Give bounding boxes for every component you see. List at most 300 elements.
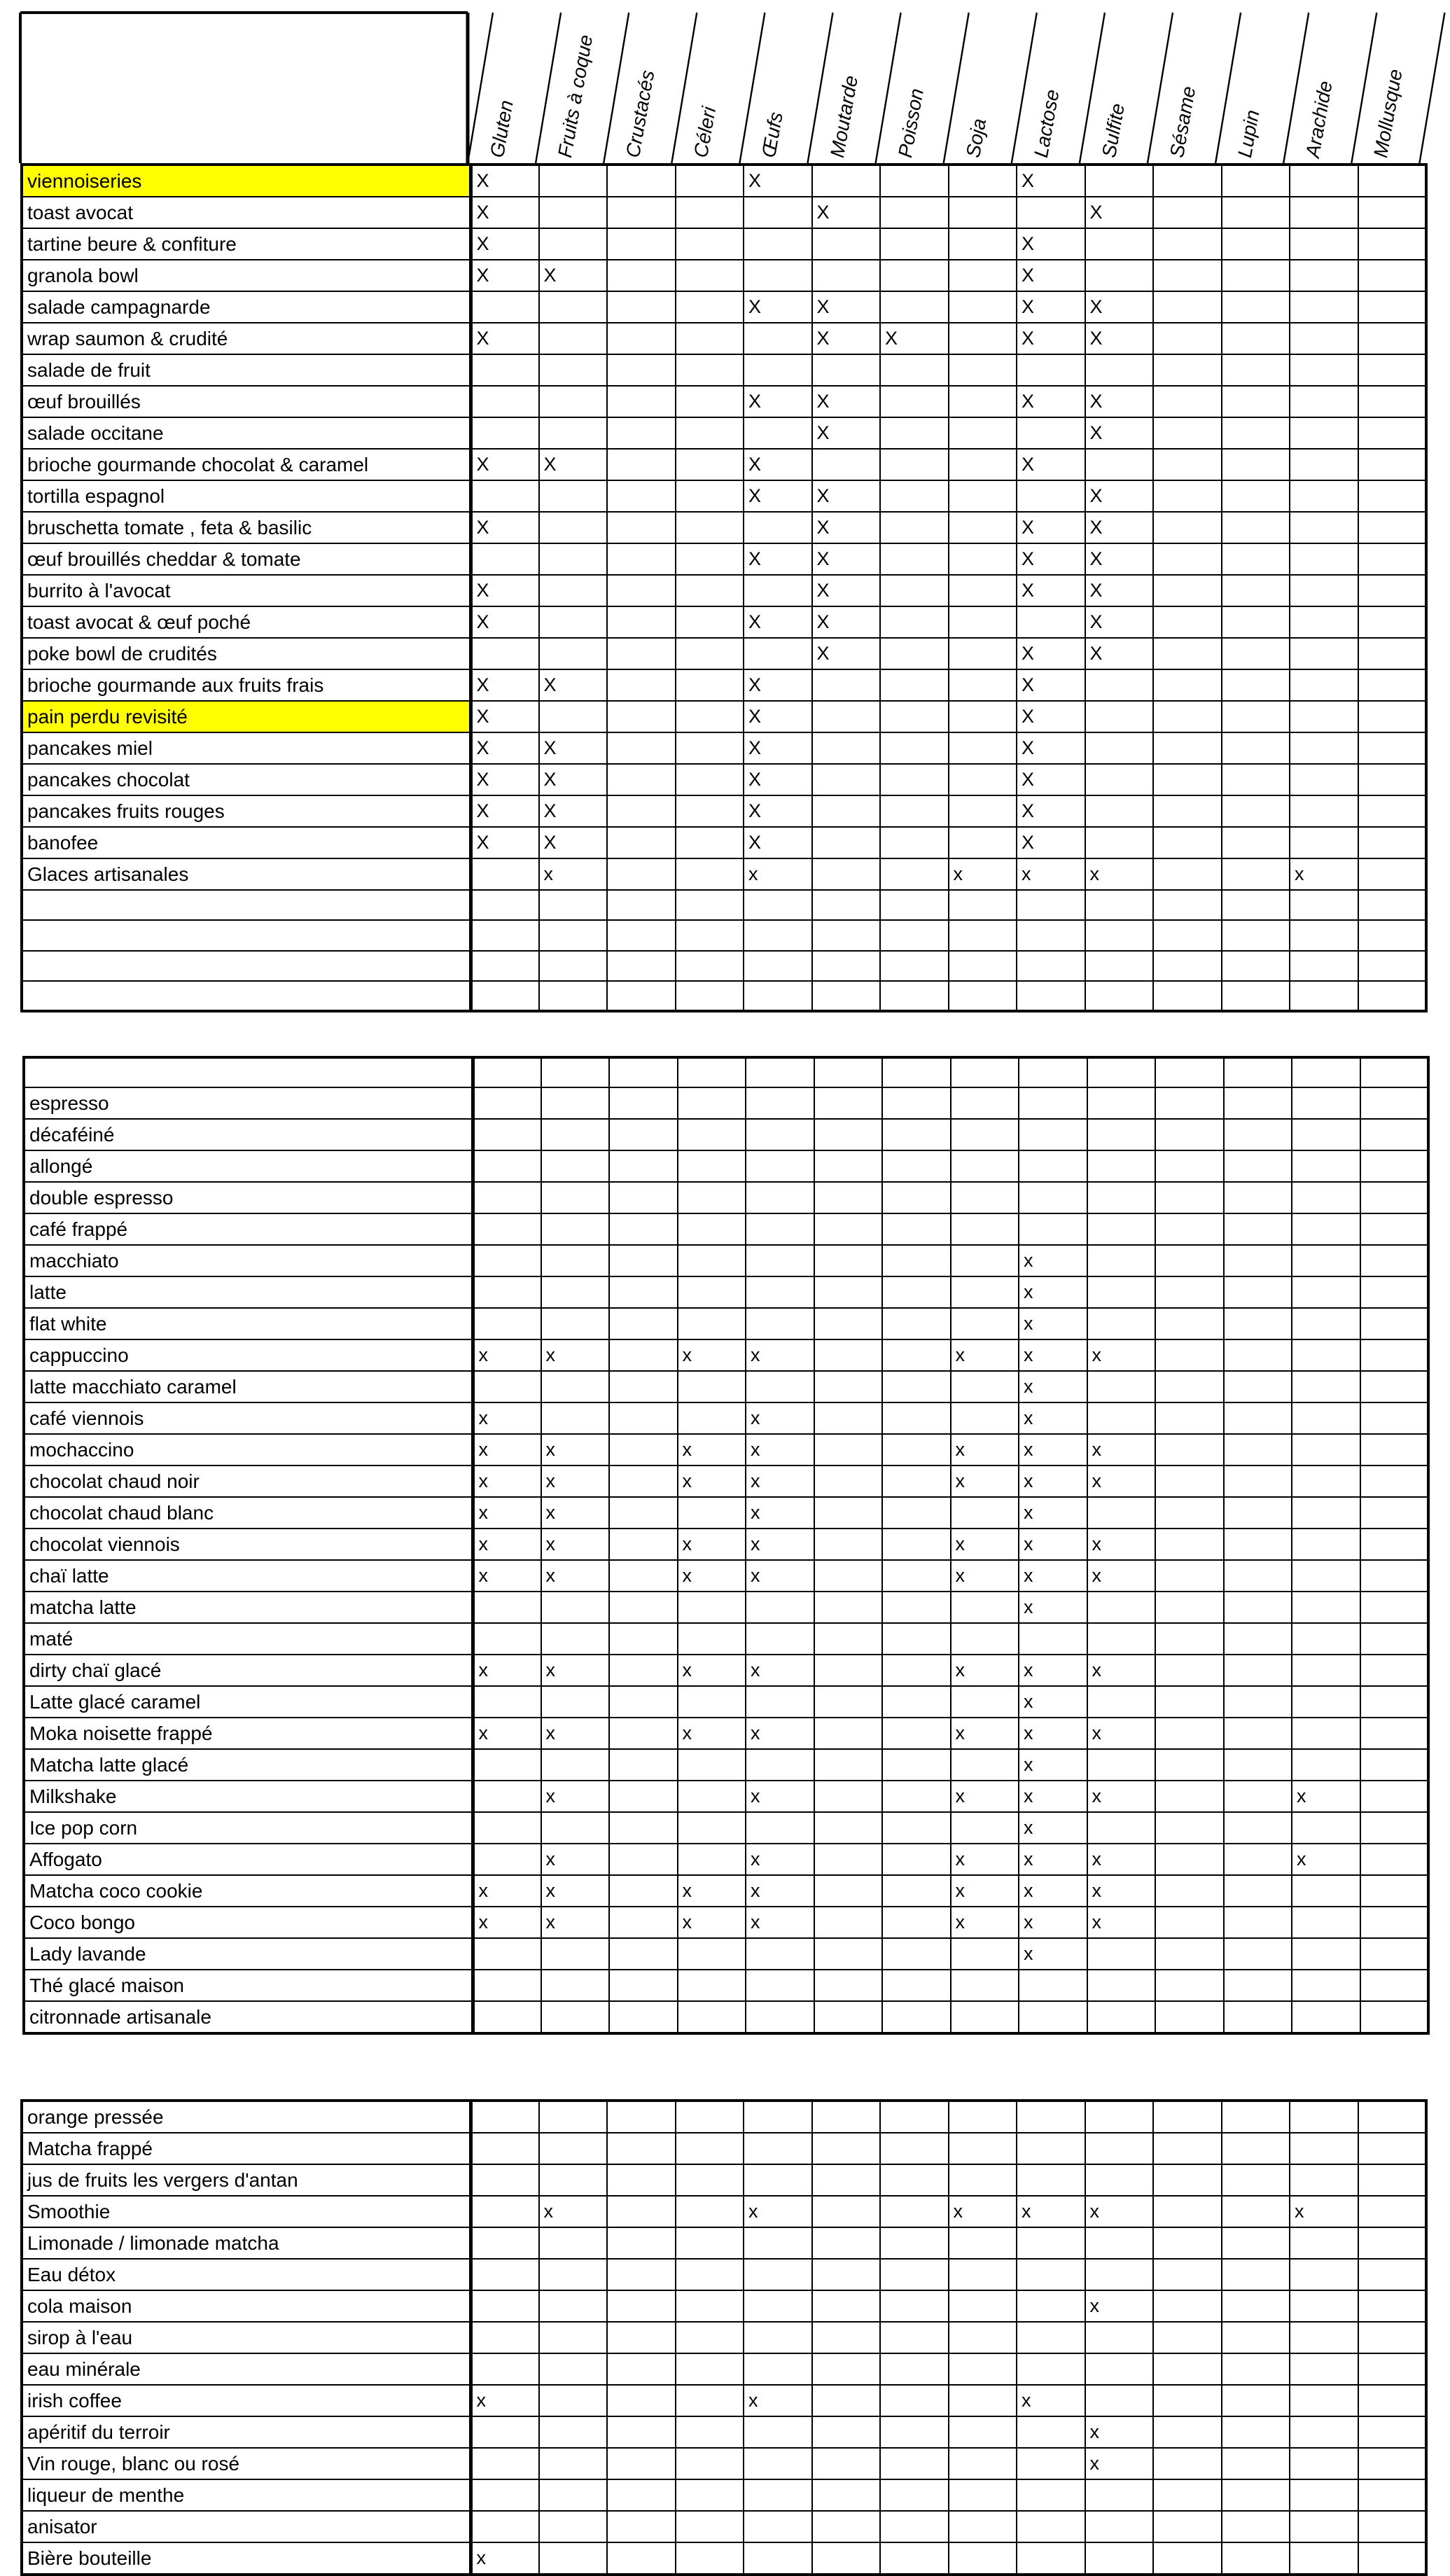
allergen-cell: x	[541, 1907, 610, 1938]
allergen-cell	[1358, 2448, 1427, 2479]
table-row	[24, 1497, 1428, 1529]
allergen-cell	[1155, 1150, 1224, 1182]
allergen-cell	[1155, 1087, 1224, 1119]
allergen-cell	[1222, 2479, 1290, 2511]
allergen-cell	[1224, 1592, 1292, 1623]
allergen-cell	[1019, 1150, 1087, 1182]
allergen-cell	[1224, 1245, 1292, 1276]
allergen-cell	[880, 2227, 949, 2259]
allergen-cell: x	[473, 1402, 541, 1434]
allergen-cell	[1017, 417, 1085, 449]
allergen-cell	[1222, 858, 1290, 890]
allergen-cell	[470, 920, 539, 950]
allergen-cell	[539, 951, 608, 981]
allergen-cell	[607, 2511, 676, 2542]
allergen-cell	[746, 1812, 814, 1844]
allergen-cell	[470, 354, 539, 386]
allergen-cell	[1087, 1087, 1156, 1119]
allergen-cell	[814, 1213, 883, 1245]
allergen-cell	[951, 1812, 1019, 1844]
item-name: œuf brouillés cheddar & tomate	[22, 543, 470, 575]
allergen-cell	[949, 606, 1017, 638]
table-row	[24, 1245, 1428, 1276]
allergen-cell	[951, 1371, 1019, 1402]
allergen-cell: X	[1017, 795, 1085, 827]
allergen-cell	[676, 2322, 744, 2353]
allergen-cell	[814, 1938, 883, 1970]
allergen-cell	[1087, 1150, 1156, 1182]
allergen-cell: X	[744, 606, 812, 638]
allergen-cell	[678, 1119, 746, 1150]
allergen-cell	[1292, 1749, 1360, 1781]
allergen-cell	[1224, 1875, 1292, 1907]
allergen-cell	[1153, 2416, 1222, 2448]
item-name: liqueur de menthe	[22, 2479, 470, 2511]
allergen-cell	[607, 951, 676, 981]
allergen-cell	[949, 260, 1017, 291]
allergen-cell	[1222, 323, 1290, 354]
allergen-cell: x	[539, 858, 608, 890]
allergen-cell	[1085, 951, 1154, 981]
item-name: orange pressée	[22, 2101, 470, 2133]
allergen-cell	[1224, 1749, 1292, 1781]
allergen-cell	[1292, 1970, 1360, 2001]
allergen-cell	[1155, 1844, 1224, 1875]
allergen-cell: x	[1019, 1245, 1087, 1276]
allergen-cell: x	[746, 1655, 814, 1686]
allergen-cell	[609, 1655, 678, 1686]
allergen-cell	[1087, 1213, 1156, 1245]
item-name: irish coffee	[22, 2385, 470, 2416]
allergen-cell	[541, 1371, 610, 1402]
allergen-cell: x	[541, 1844, 610, 1875]
allergen-cell	[539, 920, 608, 950]
allergen-cell	[1290, 543, 1358, 575]
allergen-cell	[1360, 2001, 1429, 2033]
allergen-cell	[1292, 1434, 1360, 1465]
allergen-cell	[746, 1938, 814, 1970]
allergen-cell	[880, 2164, 949, 2196]
allergen-cell	[814, 1623, 883, 1655]
item-name: Matcha latte glacé	[24, 1749, 473, 1781]
allergen-cell	[676, 260, 744, 291]
allergen-cell	[539, 2227, 608, 2259]
allergen-cell	[1087, 1182, 1156, 1213]
allergen-cell: x	[678, 1465, 746, 1497]
allergen-cell	[1292, 1213, 1360, 1245]
allergen-cell	[609, 1686, 678, 1718]
allergen-cell	[1019, 1057, 1087, 1087]
allergen-cell: x	[1017, 2196, 1085, 2227]
allergen-cell	[949, 638, 1017, 669]
allergen-cell	[1224, 1087, 1292, 1119]
allergen-cell	[746, 1245, 814, 1276]
allergen-cell: X	[1017, 732, 1085, 764]
allergen-cell	[949, 165, 1017, 197]
allergen-cell: X	[1085, 323, 1154, 354]
allergen-cell	[882, 1213, 951, 1245]
allergen-cell	[949, 2542, 1017, 2575]
table-row	[24, 1529, 1428, 1560]
allergen-cell: X	[744, 480, 812, 512]
allergen-cell	[473, 1781, 541, 1812]
allergen-cell	[1292, 1402, 1360, 1434]
allergen-cell	[882, 1686, 951, 1718]
table-row	[22, 920, 1426, 950]
allergen-cell	[812, 2542, 881, 2575]
allergen-cell	[812, 827, 881, 858]
allergen-cell	[609, 1812, 678, 1844]
allergen-cell	[678, 1213, 746, 1245]
allergen-cell	[1224, 1844, 1292, 1875]
allergen-cell	[676, 480, 744, 512]
allergen-cell	[1224, 1938, 1292, 1970]
allergen-cell: x	[473, 1497, 541, 1529]
allergen-cell	[949, 701, 1017, 732]
allergen-cell	[1085, 2385, 1154, 2416]
allergen-cell: X	[1017, 638, 1085, 669]
allergen-cell	[1153, 291, 1222, 323]
allergen-cell	[1155, 1465, 1224, 1497]
allergen-cell	[1360, 1844, 1429, 1875]
table-row	[22, 795, 1426, 827]
table-row	[24, 1150, 1428, 1182]
allergen-cell	[1153, 920, 1222, 950]
allergen-cell	[1290, 2385, 1358, 2416]
allergen-cell	[539, 323, 608, 354]
allergen-cell	[539, 2322, 608, 2353]
allergen-cell	[609, 1339, 678, 1371]
allergen-cell	[1222, 2133, 1290, 2164]
allergen-cell	[1153, 197, 1222, 228]
allergen-cell	[951, 1057, 1019, 1087]
allergen-cell	[1290, 449, 1358, 480]
allergen-cell	[539, 386, 608, 417]
allergen-cell	[949, 575, 1017, 606]
allergen-cell	[541, 1592, 610, 1623]
allergen-cell	[814, 1276, 883, 1308]
allergen-cell	[607, 417, 676, 449]
allergen-cell	[1085, 2542, 1154, 2575]
allergen-cell	[609, 1938, 678, 1970]
allergen-cell	[1222, 512, 1290, 543]
allergen-cell	[951, 2001, 1019, 2033]
allergen-cell	[676, 228, 744, 260]
item-name: anisator	[22, 2511, 470, 2542]
allergen-cell	[1290, 386, 1358, 417]
allergen-cell: x	[1087, 1718, 1156, 1749]
allergen-cell	[539, 228, 608, 260]
allergen-cell	[744, 981, 812, 1011]
item-name: salade de fruit	[22, 354, 470, 386]
allergen-cell: X	[812, 606, 881, 638]
allergen-cell	[949, 2164, 1017, 2196]
allergen-cell	[607, 260, 676, 291]
allergen-cell: x	[744, 2196, 812, 2227]
allergen-cell: x	[746, 1339, 814, 1371]
allergen-cell	[880, 2290, 949, 2322]
allergen-cell	[1358, 701, 1427, 732]
allergen-cell	[882, 1592, 951, 1623]
allergen-cell	[1222, 2290, 1290, 2322]
allergen-cell: X	[470, 228, 539, 260]
allergen-cell: x	[678, 1907, 746, 1938]
allergen-cell	[814, 1844, 883, 1875]
allergen-cell	[1292, 1245, 1360, 1276]
allergen-cell	[880, 701, 949, 732]
allergen-cell	[880, 165, 949, 197]
allergen-cell	[1224, 1402, 1292, 1434]
allergen-cell	[1290, 795, 1358, 827]
allergen-cell	[951, 1623, 1019, 1655]
allergen-cell: x	[1292, 1844, 1360, 1875]
allergen-cell	[1290, 2133, 1358, 2164]
allergen-cell	[1224, 1718, 1292, 1749]
allergen-label-8: Lactose	[1029, 88, 1064, 160]
allergen-cell	[1085, 795, 1154, 827]
allergen-cell: x	[951, 1434, 1019, 1465]
table-row	[22, 606, 1426, 638]
allergen-cell	[609, 1529, 678, 1560]
allergen-cell: X	[1085, 480, 1154, 512]
allergen-cell	[1087, 1402, 1156, 1434]
allergen-cell: X	[539, 449, 608, 480]
table-row	[24, 1182, 1428, 1213]
allergen-cell	[812, 858, 881, 890]
item-name: macchiato	[24, 1245, 473, 1276]
allergen-cell	[951, 1150, 1019, 1182]
allergen-cell	[1153, 2259, 1222, 2290]
allergen-cell	[1360, 1308, 1429, 1339]
allergen-cell	[539, 2101, 608, 2133]
allergen-cell: x	[473, 1907, 541, 1938]
allergen-cell	[1224, 1812, 1292, 1844]
allergen-cell	[812, 260, 881, 291]
allergen-cell	[1358, 291, 1427, 323]
allergen-cell	[744, 2227, 812, 2259]
allergen-cell	[746, 1686, 814, 1718]
allergen-cell	[609, 1875, 678, 1907]
allergen-cell	[1290, 2227, 1358, 2259]
allergen-cell	[880, 386, 949, 417]
allergen-cell	[473, 1119, 541, 1150]
allergen-cell	[607, 543, 676, 575]
table-row	[22, 197, 1426, 228]
table-row	[22, 827, 1426, 858]
allergen-cell	[1292, 1938, 1360, 1970]
table-row	[22, 2227, 1426, 2259]
allergen-cell	[470, 638, 539, 669]
allergen-cell	[1358, 480, 1427, 512]
allergen-cell: x	[1085, 858, 1154, 890]
allergen-cell	[1019, 1213, 1087, 1245]
allergen-cell	[1360, 1718, 1429, 1749]
allergen-cell: X	[1085, 543, 1154, 575]
allergen-cell	[607, 669, 676, 701]
allergen-cell	[678, 2001, 746, 2033]
allergen-label-1: Fruits à coque	[554, 33, 597, 160]
allergen-cell: X	[744, 795, 812, 827]
allergen-cell: x	[951, 1875, 1019, 1907]
allergen-cell	[1360, 1623, 1429, 1655]
allergen-cell	[1155, 1371, 1224, 1402]
table-row	[24, 1308, 1428, 1339]
allergen-cell	[814, 1150, 883, 1182]
allergen-cell: X	[470, 827, 539, 858]
allergen-cell	[607, 920, 676, 950]
allergen-cell	[1224, 1339, 1292, 1371]
allergen-cell	[1358, 2259, 1427, 2290]
allergen-cell	[1358, 920, 1427, 950]
table-row	[24, 1592, 1428, 1623]
allergen-cell: X	[1017, 512, 1085, 543]
allergen-cell	[1087, 1057, 1156, 1087]
allergen-cell	[1292, 1339, 1360, 1371]
allergen-cell	[541, 1213, 610, 1245]
allergen-cell	[607, 291, 676, 323]
allergen-cell	[678, 1308, 746, 1339]
allergen-cell	[744, 951, 812, 981]
allergen-cell: X	[539, 260, 608, 291]
allergen-header-labels	[0, 0, 1450, 165]
allergen-cell	[470, 2259, 539, 2290]
allergen-cell	[1292, 1308, 1360, 1339]
allergen-cell	[1290, 669, 1358, 701]
allergen-cell: x	[541, 1465, 610, 1497]
allergen-cell: x	[1019, 1371, 1087, 1402]
allergen-cell: X	[812, 638, 881, 669]
allergen-cell	[1360, 1465, 1429, 1497]
allergen-cell	[1290, 920, 1358, 950]
allergen-cell	[473, 1087, 541, 1119]
allergen-cell	[607, 2322, 676, 2353]
allergen-cell: X	[1017, 449, 1085, 480]
allergen-cell	[1290, 2290, 1358, 2322]
table-row	[24, 1560, 1428, 1592]
allergen-cell	[1290, 2259, 1358, 2290]
allergen-cell	[1360, 1781, 1429, 1812]
allergen-cell	[1292, 1497, 1360, 1529]
allergen-cell: x	[1087, 1339, 1156, 1371]
item-name: cola maison	[22, 2290, 470, 2322]
allergen-cell	[814, 1529, 883, 1560]
allergen-cell: x	[1087, 1875, 1156, 1907]
allergen-cell	[1358, 2385, 1427, 2416]
item-name: matcha latte	[24, 1592, 473, 1623]
allergen-cell	[1290, 890, 1358, 920]
allergen-cell: x	[746, 1844, 814, 1875]
allergen-cell	[1087, 1497, 1156, 1529]
allergen-cell	[1222, 981, 1290, 1011]
allergen-cell	[607, 858, 676, 890]
allergen-cell: X	[1017, 543, 1085, 575]
table-row	[24, 1875, 1428, 1907]
allergen-cell: x	[1019, 1718, 1087, 1749]
table-row	[22, 575, 1426, 606]
allergen-cell	[1087, 1276, 1156, 1308]
allergen-cell	[1292, 1150, 1360, 1182]
allergen-cell	[1358, 764, 1427, 795]
allergen-cell	[1224, 1308, 1292, 1339]
allergen-cell	[814, 1402, 883, 1434]
allergen-cell	[1224, 1781, 1292, 1812]
table-row	[22, 2322, 1426, 2353]
allergen-cell	[949, 2416, 1017, 2448]
allergen-cell	[1153, 858, 1222, 890]
allergen-cell	[1085, 2322, 1154, 2353]
allergen-cell	[1017, 2448, 1085, 2479]
allergen-cell	[1222, 543, 1290, 575]
allergen-cell: x	[1085, 2290, 1154, 2322]
allergen-cell	[473, 1213, 541, 1245]
allergen-cell	[1222, 2385, 1290, 2416]
allergen-cell	[541, 2001, 610, 2033]
allergen-cell	[1153, 2290, 1222, 2322]
allergen-cell	[1224, 1182, 1292, 1213]
allergen-cell	[882, 1150, 951, 1182]
allergen-cell	[1085, 354, 1154, 386]
allergen-cell	[1222, 638, 1290, 669]
allergen-cell	[1085, 2164, 1154, 2196]
item-name: tortilla espagnol	[22, 480, 470, 512]
allergen-cell	[1358, 890, 1427, 920]
allergen-cell	[1155, 1497, 1224, 1529]
allergen-cell	[1222, 669, 1290, 701]
allergen-cell	[678, 1497, 746, 1529]
allergen-cell	[1358, 323, 1427, 354]
allergen-cell	[607, 890, 676, 920]
allergen-cell	[1155, 1057, 1224, 1087]
table-row	[22, 512, 1426, 543]
allergen-cell	[1292, 1119, 1360, 1150]
allergen-cell	[1358, 449, 1427, 480]
allergen-cell: X	[470, 197, 539, 228]
allergen-cell	[1019, 1119, 1087, 1150]
allergen-cell	[812, 2385, 881, 2416]
item-name: bruschetta tomate , feta & basilic	[22, 512, 470, 543]
allergen-cell	[607, 228, 676, 260]
item-name: Bière bouteille	[22, 2542, 470, 2575]
allergen-label-9: Sulfite	[1097, 102, 1129, 160]
allergen-cell	[880, 2196, 949, 2227]
allergen-label-10: Sésame	[1166, 84, 1200, 160]
allergen-cell	[470, 2479, 539, 2511]
allergen-cell	[880, 981, 949, 1011]
allergen-cell	[882, 1844, 951, 1875]
allergen-cell: x	[1017, 2385, 1085, 2416]
allergen-cell	[473, 1970, 541, 2001]
allergen-cell	[1153, 2353, 1222, 2385]
allergen-cell	[676, 858, 744, 890]
allergen-cell	[539, 2542, 608, 2575]
allergen-label-2: Crustacés	[622, 68, 659, 160]
allergen-cell	[1292, 1371, 1360, 1402]
allergen-cell: x	[678, 1560, 746, 1592]
allergen-cell: x	[678, 1339, 746, 1371]
allergen-cell	[949, 197, 1017, 228]
allergen-cell: X	[744, 165, 812, 197]
allergen-cell	[539, 2353, 608, 2385]
table-row	[24, 1718, 1428, 1749]
allergen-cell	[1087, 1970, 1156, 2001]
allergen-cell: x	[1087, 1655, 1156, 1686]
allergen-cell	[746, 1970, 814, 2001]
allergen-cell	[949, 2385, 1017, 2416]
item-name: toast avocat & œuf poché	[22, 606, 470, 638]
allergen-cell	[1224, 2001, 1292, 2033]
allergen-cell	[539, 2448, 608, 2479]
allergen-cell	[814, 1182, 883, 1213]
